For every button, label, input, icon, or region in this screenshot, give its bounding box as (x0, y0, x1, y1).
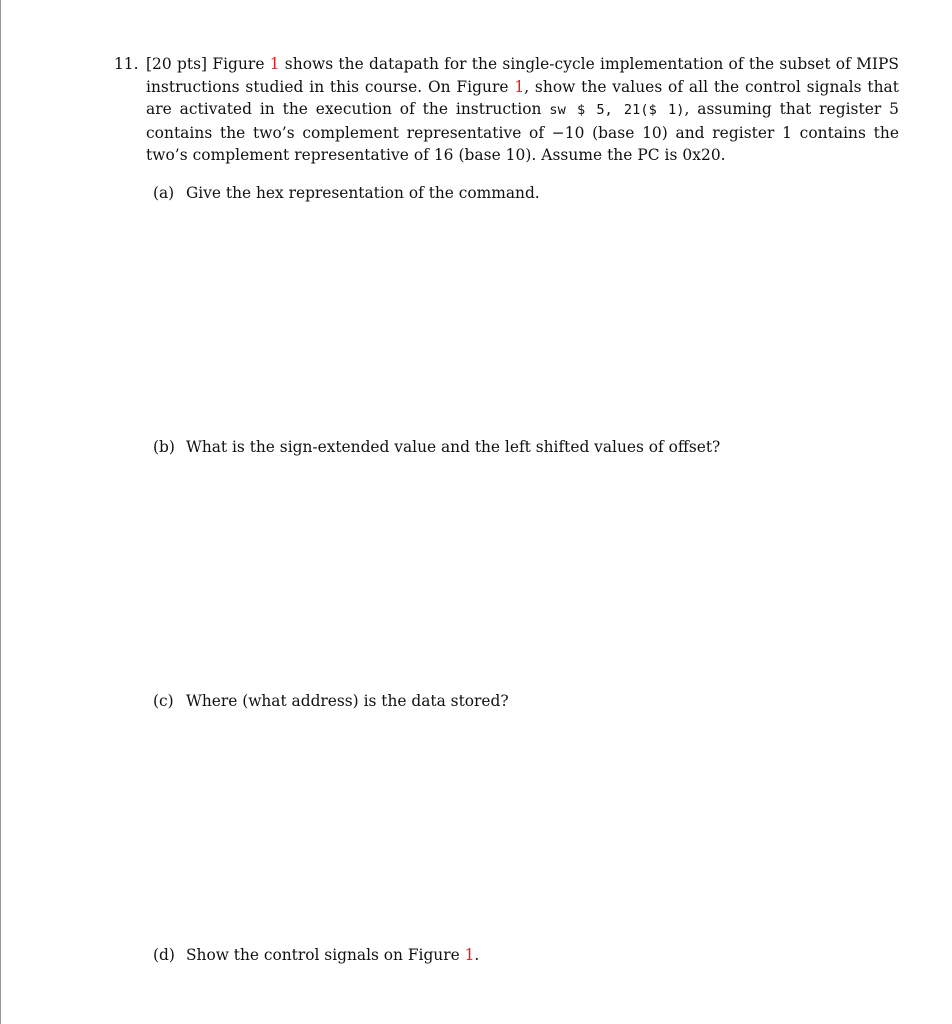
question-intro-middle: shows the datapath for the single-cycle implementation of the subset of MIPS instructions studied in this course. On Figure (146, 55, 900, 96)
part-text: What is the sign-extended value and the left shifted values of offset? (186, 438, 721, 456)
part-label: (d) (153, 946, 175, 964)
figure-reference[interactable]: 1 (269, 55, 280, 73)
part-text: Where (what address) is the data stored? (186, 692, 509, 710)
part-label: (b) (153, 438, 175, 456)
part-d (153, 944, 479, 966)
question-text (146, 53, 899, 167)
question-intro-end: , assuming that register 5 contains the two’s complement representative of −10 (base 10) and register 1 contains the two’s complement representative of 16 (base 10). Assume the PC is 0x20. (146, 100, 899, 165)
figure-reference[interactable]: 1 (514, 77, 525, 96)
instruction-code: sw $ 5, 21($ 1) (549, 102, 685, 119)
part-text-end: . (474, 946, 480, 964)
part-b (153, 436, 720, 458)
figure-reference[interactable]: 1 (464, 946, 475, 964)
part-label: (a) (153, 184, 175, 202)
question-intro-start: Figure (212, 55, 265, 73)
part-text: Show the control signals on Figure (186, 946, 460, 964)
question-11 (114, 53, 899, 167)
part-c (153, 690, 509, 712)
part-a (153, 182, 540, 204)
question-intro-continued: , show the values of all the control signals that are activated in the execution of the instruction (146, 77, 899, 119)
part-label: (c) (153, 692, 174, 710)
question-number: 11. (114, 55, 139, 73)
question-points: [20 pts] (146, 55, 208, 73)
part-text: Give the hex representation of the command. (186, 184, 540, 202)
